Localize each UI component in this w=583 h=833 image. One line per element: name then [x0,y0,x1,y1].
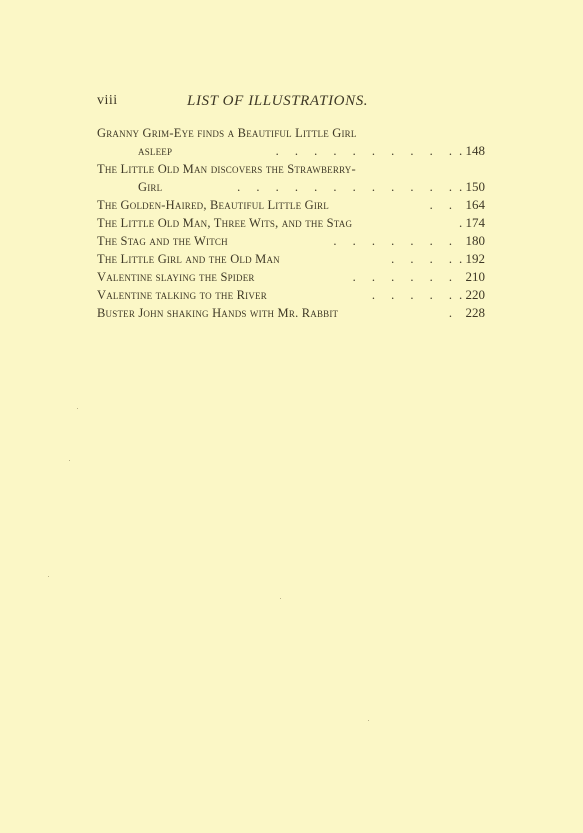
list-item [97,196,485,214]
list-item [97,232,485,250]
entry-page: . 174 [459,215,485,230]
page-header [97,93,487,113]
entry-title: Valentine talking to the River [97,288,267,302]
leader-dots: . . . . [391,252,452,266]
entry-page: . 148 [459,143,485,158]
leader-dots: . . . . . . . . . . . . [237,180,452,194]
list-item [97,124,485,142]
entry-title: asleep [138,144,173,158]
leader-dots: . . . . . . [352,270,452,284]
entry-title: Buster John shaking Hands with Mr. Rabbit [97,306,339,320]
entry-page: 180 [465,233,485,248]
illustrations-list [97,124,485,322]
entry-title: The Golden-Haired, Beautiful Little Girl [97,198,329,212]
list-item [97,268,485,286]
paper-speck [77,408,78,409]
paper-speck [368,720,369,721]
entry-title: The Little Old Man discovers the Strawberry- [97,162,356,176]
list-item [97,214,485,232]
entry-title: Valentine slaying the Spider [97,270,255,284]
list-item [97,250,485,268]
paper-speck [280,598,281,599]
entry-page: 164 [465,197,485,212]
list-item [97,286,485,304]
running-title: LIST OF ILLUSTRATIONS. [187,93,369,109]
list-item [97,304,485,322]
entry-title: The Stag and the Witch [97,234,228,248]
page-number: viii [97,93,118,108]
list-item [97,142,485,160]
entry-title: The Little Girl and the Old Man [97,252,280,266]
entry-page: . 150 [459,179,485,194]
list-item [97,160,485,178]
entry-page: . 192 [459,251,485,266]
entry-title: The Little Old Man, Three Wits, and the Stag [97,216,353,230]
entry-page: 210 [465,269,485,284]
entry-title: Granny Grim-Eye finds a Beautiful Little Girl [97,126,357,140]
list-item [97,178,485,196]
leader-dots: . . [429,198,452,212]
entry-page: 228 [465,305,485,320]
entry-page: . 220 [459,287,485,302]
leader-dots: . . . . . [371,288,452,302]
entry-title: Girl [138,180,163,194]
leader-dots: . [448,306,452,320]
leader-dots: . . . . . . . . . . [275,144,452,158]
paper-speck [69,460,70,461]
paper-speck [48,576,49,577]
leader-dots: . . . . . . . [333,234,452,248]
